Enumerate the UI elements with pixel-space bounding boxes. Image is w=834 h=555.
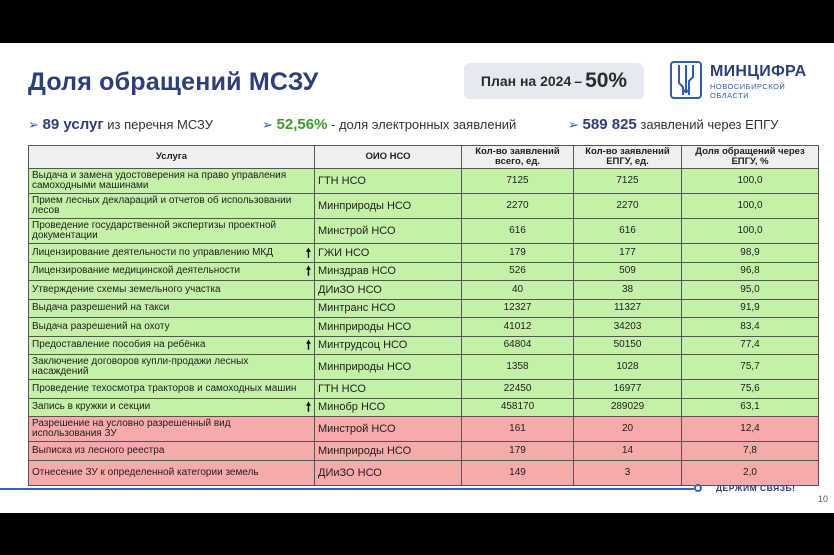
cell-org: ГТН НСО xyxy=(315,169,462,194)
stat-value: 52,56% xyxy=(276,116,328,133)
table-row xyxy=(29,219,819,244)
service-wrap xyxy=(32,384,311,394)
cell-service xyxy=(29,244,315,263)
cell-total: 64804 xyxy=(462,336,574,355)
cell-service xyxy=(29,380,315,399)
logo-sub-line2: ОБЛАСТИ xyxy=(710,90,750,100)
cell-service xyxy=(29,169,315,194)
cell-epgu: 177 xyxy=(574,244,682,263)
page-number: 10 xyxy=(818,494,829,504)
cell-service xyxy=(29,417,315,442)
arrow-bullet-icon: ➢ xyxy=(28,117,39,132)
service-wrap xyxy=(32,171,311,191)
page-title: Доля обращений МСЗУ xyxy=(28,68,319,96)
cell-share: 100,0 xyxy=(682,194,819,219)
mintsifra-logo xyxy=(670,61,820,103)
stat-value: 589 825 xyxy=(582,116,637,133)
table-header-row xyxy=(29,146,819,169)
cell-org: Минтранс НСО xyxy=(315,299,462,318)
service-wrap xyxy=(32,196,311,216)
cell-share: 7,8 xyxy=(682,442,819,461)
cell-service xyxy=(29,219,315,244)
service-name: Проведение техосмотра тракторов и самоходных машин xyxy=(32,382,297,394)
table-row xyxy=(29,194,819,219)
cell-epgu: 14 xyxy=(574,442,682,461)
cell-epgu: 20 xyxy=(574,417,682,442)
plan-badge xyxy=(464,63,644,99)
header-service: Услуга xyxy=(29,146,315,169)
table-row xyxy=(29,281,819,300)
table-row xyxy=(29,169,819,194)
table-row xyxy=(29,380,819,399)
table-row xyxy=(29,460,819,485)
stat-text: из перечня МСЗУ xyxy=(107,117,214,132)
cell-total: 458170 xyxy=(462,398,574,417)
cell-epgu: 7125 xyxy=(574,169,682,194)
cell-share: 2,0 xyxy=(682,460,819,485)
service-name: Лицензирование медицинской деятельности xyxy=(32,265,241,277)
header-org: ОИО НСО xyxy=(315,146,462,169)
up-arrow-icon: 🠕 xyxy=(305,400,311,415)
cell-total: 149 xyxy=(462,460,574,485)
cell-service xyxy=(29,398,315,417)
cell-epgu: 11327 xyxy=(574,299,682,318)
cell-share: 100,0 xyxy=(682,169,819,194)
footer-line xyxy=(0,488,694,490)
up-arrow-icon: 🠕 xyxy=(305,338,311,353)
cell-share: 96,8 xyxy=(682,262,819,281)
cell-org: Минприроды НСО xyxy=(315,355,462,380)
plan-label: План на 2024 xyxy=(480,73,572,89)
service-name: Лицензирование деятельности по управлению МКД xyxy=(32,246,274,258)
cell-epgu: 289029 xyxy=(574,398,682,417)
cell-epgu: 3 xyxy=(574,460,682,485)
cell-total: 616 xyxy=(462,219,574,244)
cell-service xyxy=(29,442,315,461)
service-wrap xyxy=(32,400,311,415)
cell-org: Минтрудсоц НСО xyxy=(315,336,462,355)
cell-total: 179 xyxy=(462,244,574,263)
cell-service xyxy=(29,299,315,318)
service-wrap xyxy=(32,419,311,439)
table-row xyxy=(29,442,819,461)
cell-org: Минприроды НСО xyxy=(315,318,462,337)
service-name: Заключение договоров купли-продажи лесных насаждений xyxy=(32,356,249,377)
footer-slogan: ДЕРЖИМ СВЯЗЬ! xyxy=(716,483,796,493)
table-row xyxy=(29,244,819,263)
cell-share: 75,7 xyxy=(682,355,819,380)
arrow-bullet-icon: ➢ xyxy=(568,117,579,132)
up-arrow-icon: 🠕 xyxy=(305,245,311,260)
logo-sub-line1: НОВОСИБИРСКОЙ xyxy=(710,82,786,91)
cell-total: 7125 xyxy=(462,169,574,194)
cell-share: 63,1 xyxy=(682,398,819,417)
cell-org: ДИиЗО НСО xyxy=(315,281,462,300)
cell-org: Минприроды НСО xyxy=(315,194,462,219)
service-name: Отнесение ЗУ к определенной категории земель xyxy=(32,466,259,478)
cell-epgu: 38 xyxy=(574,281,682,300)
header-epgu: Кол-во заявлений ЕПГУ, ед. xyxy=(574,146,682,169)
stat-value: 89 услуг xyxy=(42,116,104,133)
cell-org: ГТН НСО xyxy=(315,380,462,399)
cell-service xyxy=(29,318,315,337)
cell-service xyxy=(29,262,315,281)
service-name: Проведение государственной экспертизы проектной документации xyxy=(32,220,277,241)
header-share: Доля обращений через ЕПГУ, % xyxy=(682,146,819,169)
service-name: Выписка из лесного реестра xyxy=(32,444,165,456)
service-wrap xyxy=(32,245,311,260)
plan-dash: – xyxy=(574,73,583,89)
service-name: Выдача разрешений на такси xyxy=(32,302,170,314)
service-wrap xyxy=(32,357,311,377)
table-row xyxy=(29,355,819,380)
cell-org: ГЖИ НСО xyxy=(315,244,462,263)
table-row xyxy=(29,318,819,337)
cell-epgu: 2270 xyxy=(574,194,682,219)
cell-total: 12327 xyxy=(462,299,574,318)
cell-epgu: 1028 xyxy=(574,355,682,380)
service-name: Выдача и замена удостоверения на право управления самоходными машинами xyxy=(32,170,287,191)
cell-epgu: 50150 xyxy=(574,336,682,355)
service-name: Запись в кружки и секции xyxy=(32,401,151,413)
cell-org: Минприроды НСО xyxy=(315,442,462,461)
cell-org: Минобр НСО xyxy=(315,398,462,417)
service-wrap xyxy=(32,468,311,478)
table-row xyxy=(29,417,819,442)
service-wrap xyxy=(32,264,311,279)
stat-text: - доля электронных заявлений xyxy=(331,117,517,132)
service-wrap xyxy=(32,322,311,332)
cell-service xyxy=(29,460,315,485)
cell-service xyxy=(29,281,315,300)
cell-org: Минстрой НСО xyxy=(315,219,462,244)
cell-org: Минстрой НСО xyxy=(315,417,462,442)
table-row xyxy=(29,299,819,318)
service-wrap xyxy=(32,446,311,456)
service-name: Прием лесных деклараций и отчетов об использовании лесов xyxy=(32,195,292,216)
header-total: Кол-во заявлений всего, ед. xyxy=(462,146,574,169)
cell-share: 91,9 xyxy=(682,299,819,318)
service-wrap xyxy=(32,285,311,295)
cell-share: 77,4 xyxy=(682,336,819,355)
services-table xyxy=(28,145,819,486)
cell-epgu: 16977 xyxy=(574,380,682,399)
arrow-bullet-icon: ➢ xyxy=(262,117,273,132)
plan-value: 50% xyxy=(585,69,628,92)
service-wrap xyxy=(32,221,311,241)
cell-org: Минздрав НСО xyxy=(315,262,462,281)
cell-total: 161 xyxy=(462,417,574,442)
cell-share: 12,4 xyxy=(682,417,819,442)
cell-service xyxy=(29,194,315,219)
stat-text: заявлений через ЕПГУ xyxy=(640,117,779,132)
circuit-logo-icon xyxy=(670,61,702,99)
service-name: Выдача разрешений на охоту xyxy=(32,320,170,332)
stat-epgu-count xyxy=(568,116,778,133)
up-arrow-icon: 🠕 xyxy=(305,264,311,279)
service-name: Разрешение на условно разрешенный вид использования ЗУ xyxy=(32,418,231,439)
stat-services xyxy=(28,116,213,133)
cell-total: 2270 xyxy=(462,194,574,219)
logo-subtitle xyxy=(710,83,785,100)
cell-total: 526 xyxy=(462,262,574,281)
cell-total: 22450 xyxy=(462,380,574,399)
service-wrap xyxy=(32,303,311,313)
service-wrap xyxy=(32,338,311,353)
cell-share: 95,0 xyxy=(682,281,819,300)
cell-share: 98,9 xyxy=(682,244,819,263)
cell-service xyxy=(29,336,315,355)
stat-electronic-share xyxy=(262,116,516,133)
cell-share: 75,6 xyxy=(682,380,819,399)
service-name: Утверждение схемы земельного участка xyxy=(32,283,221,295)
logo-name: МИНЦИФРА xyxy=(710,63,807,80)
table-row xyxy=(29,262,819,281)
service-name: Предоставление пособия на ребёнка xyxy=(32,339,206,351)
footer-dot-icon xyxy=(694,484,702,492)
table-row xyxy=(29,336,819,355)
cell-epgu: 509 xyxy=(574,262,682,281)
cell-share: 83,4 xyxy=(682,318,819,337)
cell-epgu: 616 xyxy=(574,219,682,244)
cell-total: 179 xyxy=(462,442,574,461)
table-row xyxy=(29,398,819,417)
slide xyxy=(0,43,834,513)
cell-org: ДИиЗО НСО xyxy=(315,460,462,485)
cell-service xyxy=(29,355,315,380)
cell-total: 41012 xyxy=(462,318,574,337)
cell-total: 40 xyxy=(462,281,574,300)
stats-row xyxy=(28,116,818,136)
cell-total: 1358 xyxy=(462,355,574,380)
cell-share: 100,0 xyxy=(682,219,819,244)
cell-epgu: 34203 xyxy=(574,318,682,337)
